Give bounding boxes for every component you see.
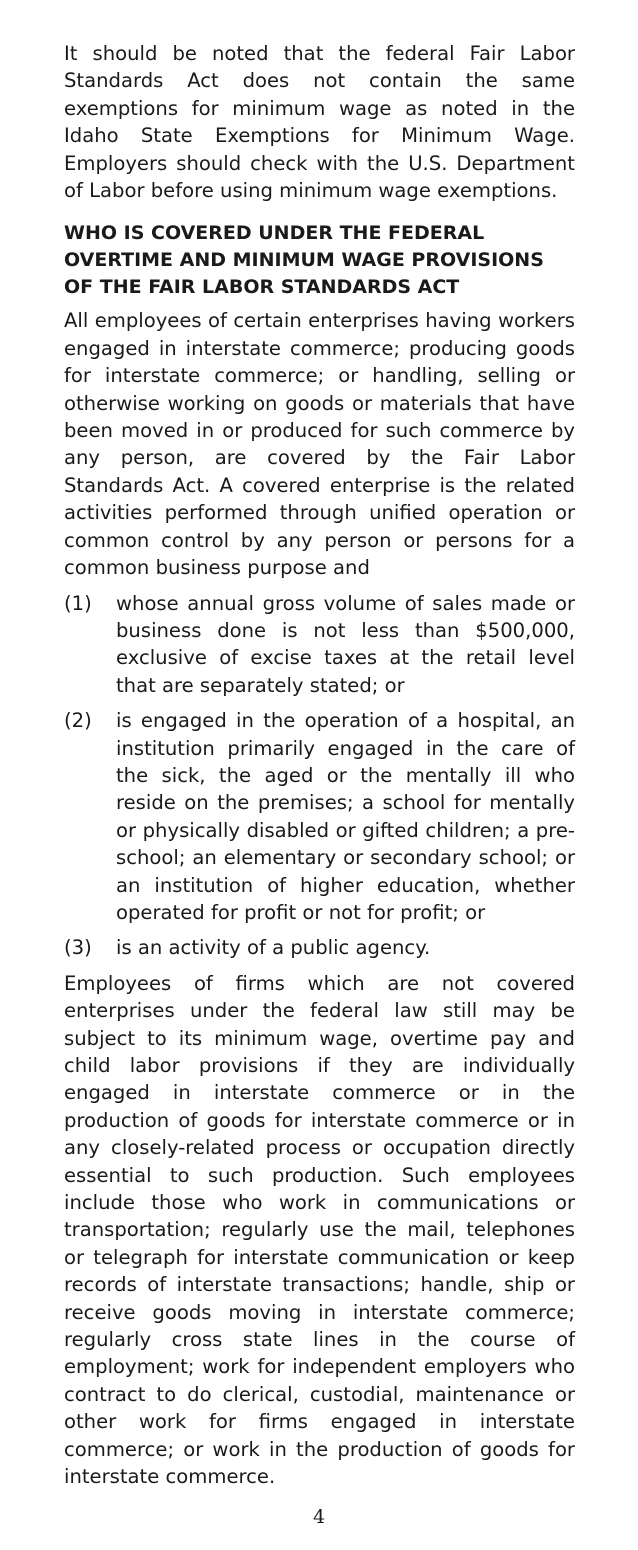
list-item-text: whose annual gross volume of sales made or business done is not less than $500,000, exclusive of excise taxes at the retail level that are separately stated; or [116,591,575,697]
list-item-number: (1) [64,591,92,615]
heading-line-1: WHO IS COVERED UNDER THE FEDERAL [64,222,485,245]
document-page [64,40,575,1491]
section-heading [64,220,575,301]
list-item-text: is an activity of a public agency. [116,936,431,960]
list-item-number: (3) [64,936,92,960]
coverage-paragraph: All employees of certain enterprises having workers engaged in interstate commerce; producing goods for interstate commerce; or handling, selling or otherwise working on goods or materials that have been moved in or produced for such commerce by any person, are covered by the Fair Labor Standards Act. A covered enterprise is the related activities performed through unified operation or common control by any person or persons for a common business purpose and [64,309,575,580]
list-item-text: is engaged in the operation of a hospital, an institution primarily engaged in the care of the sick, the aged or the mentally ill who reside on the premises; a school for mentally or physically disabled or gifted children; a pre-school; an elementary or secondary school; or an institution of higher education, whether operated for profit or not for profit; or [116,709,575,924]
list-item-number: (2) [64,709,92,733]
page-number: 4 [312,1506,326,1528]
list-item [64,590,575,700]
list-item [64,707,575,926]
heading-line-3: OF THE FAIR LABOR STANDARDS ACT [64,276,460,299]
intro-paragraph: It should be noted that the federal Fair Labor Standards Act does not contain the same exemptions for minimum wage as noted in the Idaho State Exemptions for Minimum Wage. Employers should check with the U.S. Department of Labor before using minimum wage exemptions. [64,42,575,203]
heading-line-2: OVERTIME AND MINIMUM WAGE PROVISIONS [64,249,544,272]
coverage-criteria-list [64,590,575,962]
individual-coverage-paragraph: Employees of firms which are not covered enterprises under the federal law still may be subject to its minimum wage, overtime pay and child labor provisions if they are individually engaged in interstate commerce or in the production of goods for interstate commerce or in any closely-related process or occupation directly essential to such production. Such employees include those who work in communications or transportation; regularly use the mail, telephones or telegraph for interstate communication or keep records of interstate transactions; handle, ship or receive goods moving in interstate commerce; regularly cross state lines in the course of employment; work for independent employers who contract to do clerical, custodial, maintenance or other work for firms engaged in interstate commerce; or work in the production of goods for interstate commerce. [64,971,575,1489]
list-item [64,934,575,961]
